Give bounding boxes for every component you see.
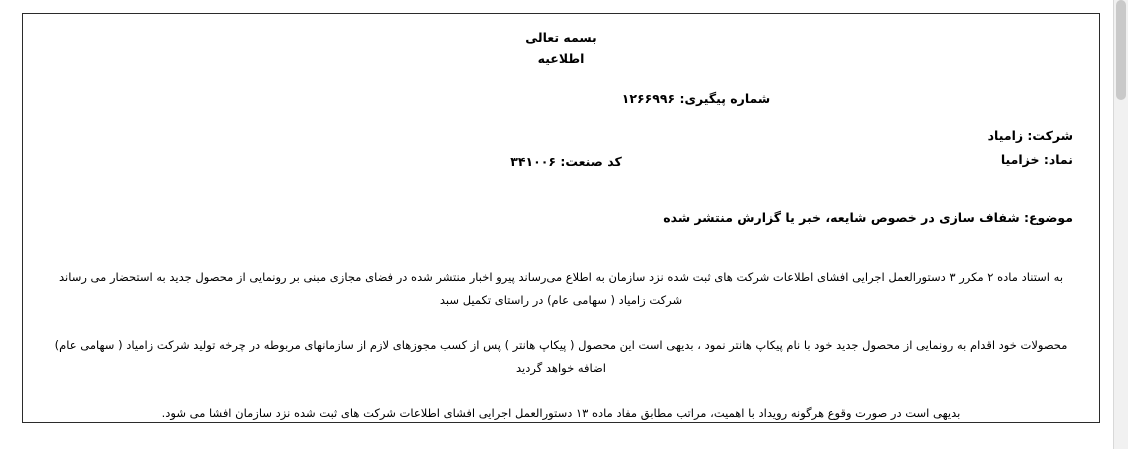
announcement-document bbox=[22, 13, 1100, 423]
document-header bbox=[49, 28, 1073, 69]
document-body bbox=[49, 266, 1073, 425]
document-subject: موضوع: شفاف سازی در خصوص شایعه، خبر یا گزارش منتشر شده bbox=[663, 210, 1073, 225]
body-paragraph-3: بدیهی است در صورت وقوع هرگونه رویداد با اهمیت، مراتب مطابق مفاد ماده ۱۳ دستورالعمل اجرایی افشای اطلاعات شرکت های ثبت شده نزد سازمان افشا می شود. bbox=[161, 406, 961, 420]
industry-code-row bbox=[23, 154, 1099, 169]
page-scrollbar[interactable] bbox=[1113, 0, 1128, 449]
besmellah-line: بسمه تعالی bbox=[525, 30, 597, 45]
tracking-number: شماره پیگیری: ۱۲۶۶۹۹۶ bbox=[621, 91, 771, 107]
company-name: شرکت: زامیاد bbox=[987, 128, 1073, 143]
tracking-number-row bbox=[49, 91, 1073, 106]
document-type-line: اطلاعیه bbox=[537, 50, 585, 66]
scrollbar-thumb[interactable] bbox=[1116, 0, 1126, 100]
company-symbol: نماد: خزامیا bbox=[1000, 151, 1073, 167]
industry-code: کد صنعت: ۳۴۱۰۰۶ bbox=[510, 154, 622, 169]
body-paragraph-2: محصولات خود اقدام به رونمایی از محصول جدید خود با نام پیکاپ هانتر نمود ، بدیهی است این محصول ( پیکاپ هانتر ) پس از کسب مجوزهای لازم از سازمانهای مربوطه در چرخه تولید شرکت زامیاد ( سهامی عام) اضافه خواهد گردید bbox=[54, 338, 1068, 375]
body-paragraph-1: به استناد ماده ۲ مکرر ۳ دستورالعمل اجرایی افشای اطلاعات شرکت های ثبت شده نزد سازمان به اطلاع می‌رساند پیرو اخبار منتشر شده در فضای مجازی مبنی بر رونمایی از محصول جدید به استحضار می رساند شرکت زامیاد ( سهامی عام) در راستای تکمیل سبد bbox=[58, 270, 1064, 307]
